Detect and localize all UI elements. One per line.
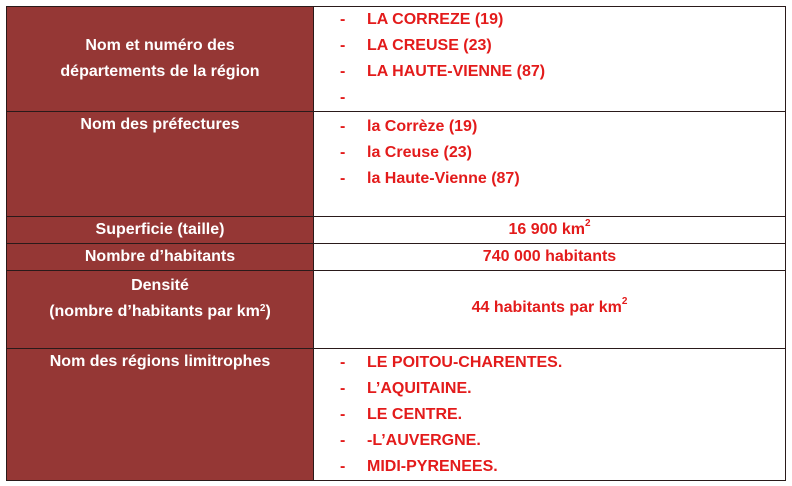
label-superficie-text: Superficie (taille) xyxy=(95,221,225,238)
label-departements xyxy=(7,7,314,112)
dash-bullet: - xyxy=(340,37,346,54)
region-info-table xyxy=(6,6,786,481)
row-limitrophes xyxy=(7,349,786,481)
label-limitrophes xyxy=(7,349,314,481)
dash-bullet: - xyxy=(340,11,346,28)
superficie-value: 16 900 km xyxy=(508,221,585,238)
departement-name: LA HAUTE-VIENNE (87) xyxy=(367,63,546,80)
value-departements xyxy=(314,7,786,112)
prefecture-name: la Creuse (23) xyxy=(367,144,472,161)
prefecture-name: la Corrèze (19) xyxy=(367,118,478,135)
label-densite-line2 xyxy=(7,299,313,325)
label-densite-close: ) xyxy=(265,303,271,320)
label-densite-exponent: 2 xyxy=(259,303,266,314)
row-departements xyxy=(7,7,786,112)
dash-bullet: - xyxy=(340,170,346,187)
label-departements-line2: départements de la région xyxy=(60,63,260,80)
list-item xyxy=(340,59,785,85)
label-densite-line1: Densité xyxy=(131,277,189,294)
label-densite xyxy=(7,271,314,349)
superficie-exponent: 2 xyxy=(584,218,591,229)
label-departements-line1: Nom et numéro des xyxy=(85,37,235,54)
label-superficie xyxy=(7,217,314,244)
region-name: -L’AUVERGNE. xyxy=(367,432,481,449)
list-item xyxy=(340,140,785,166)
value-limitrophes xyxy=(314,349,786,481)
list-item xyxy=(340,428,785,454)
prefecture-name: la Haute-Vienne (87) xyxy=(367,170,520,187)
dash-bullet: - xyxy=(340,380,346,397)
dash-bullet: - xyxy=(340,89,346,106)
dash-bullet: - xyxy=(340,432,346,449)
list-item xyxy=(340,33,785,59)
list-item xyxy=(340,376,785,402)
region-name: LE CENTRE. xyxy=(367,406,463,423)
dash-bullet: - xyxy=(340,63,346,80)
value-habitants xyxy=(314,244,786,271)
list-item xyxy=(340,85,785,111)
list-item xyxy=(340,114,785,140)
list-item xyxy=(340,350,785,376)
list-item xyxy=(340,454,785,480)
label-habitants xyxy=(7,244,314,271)
value-superficie xyxy=(314,217,786,244)
row-habitants xyxy=(7,244,786,271)
dash-bullet: - xyxy=(340,144,346,161)
value-prefectures xyxy=(314,112,786,217)
list-item xyxy=(340,402,785,428)
limitrophes-list xyxy=(314,350,785,480)
dash-bullet: - xyxy=(340,118,346,135)
list-item xyxy=(340,166,785,192)
region-name: MIDI-PYRENEES. xyxy=(367,458,498,475)
label-prefectures-text: Nom des préfectures xyxy=(80,116,240,133)
dash-bullet: - xyxy=(340,458,346,475)
label-habitants-text: Nombre d’habitants xyxy=(84,248,236,265)
row-superficie xyxy=(7,217,786,244)
habitants-value: 740 000 habitants xyxy=(482,248,617,265)
label-densite-line2-text: (nombre d’habitants par km xyxy=(49,303,260,320)
departements-list xyxy=(314,7,785,111)
region-name: LE POITOU-CHARENTES. xyxy=(367,354,563,371)
densite-exponent: 2 xyxy=(621,295,628,307)
list-item xyxy=(340,7,785,33)
departement-name: LA CREUSE (23) xyxy=(367,37,492,54)
value-densite xyxy=(314,271,786,349)
departement-name: LA CORREZE (19) xyxy=(367,11,504,28)
label-prefectures xyxy=(7,112,314,217)
row-densite xyxy=(7,271,786,349)
region-name: L’AQUITAINE. xyxy=(367,380,472,397)
row-prefectures xyxy=(7,112,786,217)
dash-bullet: - xyxy=(340,406,346,423)
densite-value: 44 habitants par km xyxy=(471,298,622,316)
label-limitrophes-text: Nom des régions limitrophes xyxy=(49,353,271,370)
dash-bullet: - xyxy=(340,354,346,371)
prefectures-list xyxy=(314,114,785,192)
